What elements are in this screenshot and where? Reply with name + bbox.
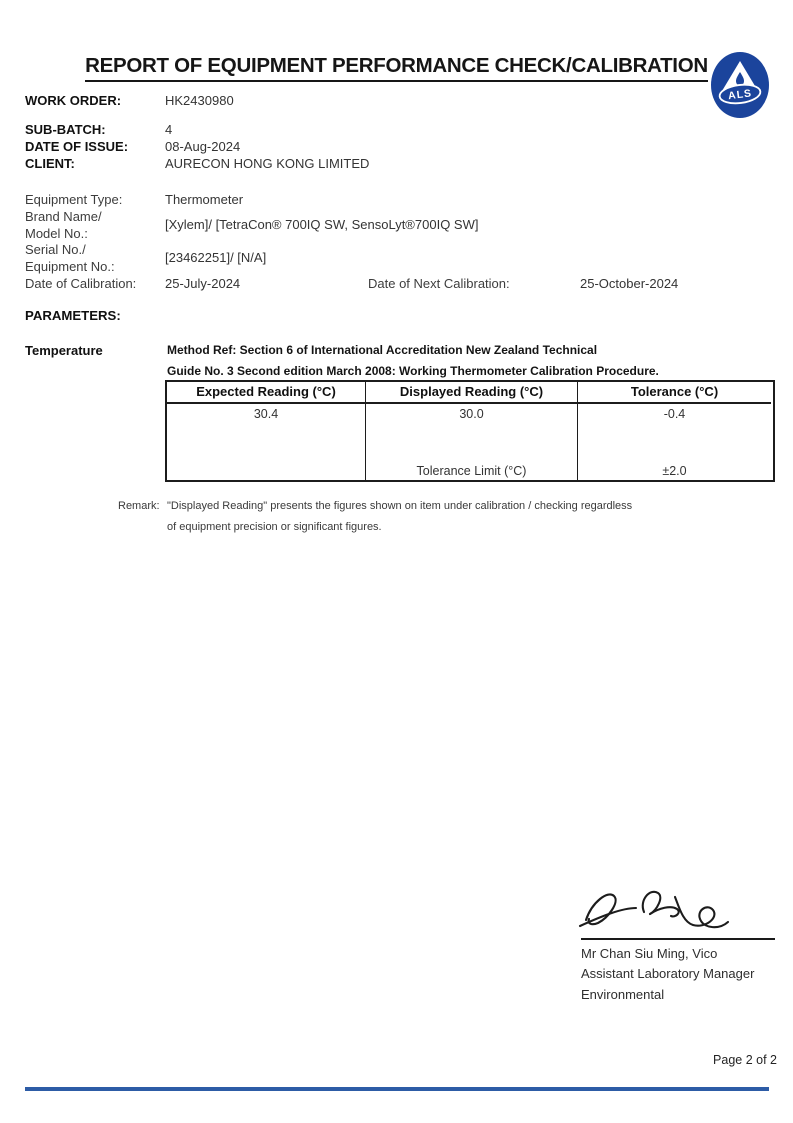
method-ref-line2: Guide No. 3 Second edition March 2008: Working Thermometer Calibration Procedure. (167, 364, 659, 378)
date-of-next-calibration-value: 25-October-2024 (580, 276, 679, 291)
client-label: CLIENT: (25, 156, 75, 171)
tolerance-value: -0.4 (663, 407, 686, 421)
date-of-next-calibration-label: Date of Next Calibration: (368, 276, 510, 291)
tolerance-limit-value: ±2.0 (662, 464, 687, 478)
displayed-reading-value: 30.0 (459, 407, 484, 421)
brand-model-value: [Xylem]/ [TetraCon® 700IQ SW, SensoLyt®700IQ SW] (165, 217, 479, 232)
serial-no-label: Serial No./ (25, 242, 86, 257)
sub-batch-label: SUB-BATCH: (25, 122, 106, 137)
cell-expected-reading (167, 404, 366, 480)
sub-batch-value: 4 (165, 122, 173, 137)
signatory-name: Mr Chan Siu Ming, Vico (581, 946, 718, 961)
work-order-value: HK2430980 (165, 93, 234, 108)
parameters-heading: PARAMETERS: (25, 308, 121, 323)
method-ref-line1: Method Ref: Section 6 of International Accreditation New Zealand Technical (167, 343, 598, 357)
equipment-no-label: Equipment No.: (25, 259, 115, 274)
tolerance-limit-label: Tolerance Limit (°C) (416, 464, 527, 478)
remark-line1: "Displayed Reading" presents the figures shown on item under calibration / checking regardless (167, 500, 633, 512)
footer-bar (25, 1087, 769, 1091)
calibration-table (165, 380, 775, 482)
remark-line2: of equipment precision or significant figures. (167, 521, 382, 533)
header-tolerance: Tolerance (°C) (578, 382, 771, 404)
als-logo-text: ALS (727, 87, 753, 103)
cell-displayed-reading (366, 404, 578, 480)
header-displayed-reading: Displayed Reading (°C) (366, 382, 578, 404)
table-body-row (167, 404, 773, 480)
serial-equipment-value: [23462251]/ [N/A] (165, 250, 267, 265)
date-of-calibration-label: Date of Calibration: (25, 276, 137, 291)
parameter-name: Temperature (25, 343, 103, 358)
als-logo-icon (709, 50, 771, 120)
brand-name-label: Brand Name/ (25, 209, 102, 224)
expected-reading-value: 30.4 (253, 407, 279, 421)
model-no-label: Model No.: (25, 226, 88, 241)
date-of-issue-value: 08-Aug-2024 (165, 139, 241, 154)
client-value: AURECON HONG KONG LIMITED (165, 156, 370, 171)
signature-image (576, 880, 736, 938)
report-title: REPORT OF EQUIPMENT PERFORMANCE CHECK/CALIBRATION (85, 54, 708, 82)
remark-label: Remark: (118, 500, 160, 512)
equipment-type-label: Equipment Type: (25, 192, 123, 207)
signature-divider (581, 938, 775, 940)
signatory-title: Assistant Laboratory Manager (581, 966, 755, 981)
date-of-issue-label: DATE OF ISSUE: (25, 139, 129, 154)
page-number: Page 2 of 2 (713, 1053, 777, 1067)
signatory-department: Environmental (581, 987, 665, 1002)
report-title-wrap (0, 54, 793, 82)
equipment-type-value: Thermometer (165, 192, 244, 207)
cell-tolerance (578, 404, 771, 480)
date-of-calibration-value: 25-July-2024 (165, 276, 241, 291)
table-header-row (167, 382, 773, 404)
work-order-label: WORK ORDER: (25, 93, 122, 108)
header-expected-reading: Expected Reading (°C) (167, 382, 366, 404)
